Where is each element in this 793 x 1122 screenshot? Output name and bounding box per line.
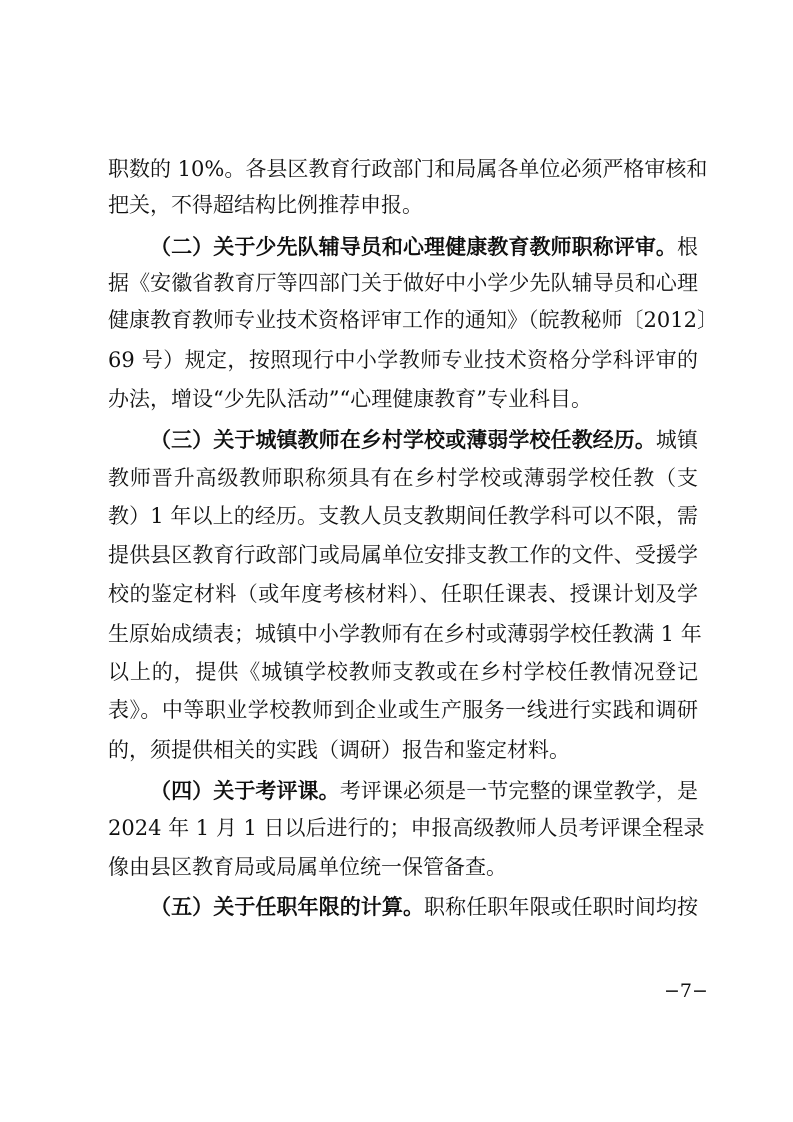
section-heading: （二）关于少先队辅导员和心理健康教育教师职称评审。	[150, 234, 677, 259]
paragraph-line	[108, 266, 698, 300]
paragraph-line	[108, 617, 702, 651]
paragraph-line	[108, 343, 698, 377]
paragraph-line	[108, 499, 698, 533]
line-text: 教师晋升高级教师职称须具有在乡村学校或薄弱学校任教（支	[108, 466, 698, 490]
line-text: 生原始成绩表；城镇中小学教师有在乡村或薄弱学校任教满 1 年	[108, 622, 702, 646]
line-text: 以上的，提供《城镇学校教师支教或在乡村学校任教情况登记	[108, 660, 698, 684]
paragraph-line	[108, 382, 698, 416]
line-text: 城镇	[655, 428, 699, 452]
paragraph-line	[108, 693, 698, 727]
section-heading-line	[150, 890, 698, 924]
paragraph-line	[108, 811, 705, 845]
line-text: 69 号）规定，按照现行中小学教师专业技术资格分学科评审的	[108, 348, 698, 372]
paragraph-line	[108, 733, 698, 767]
paragraph-line	[108, 188, 698, 222]
line-text: 表》。中等职业学校教师到企业或生产服务一线进行实践和调研	[108, 698, 698, 722]
line-text: 把关，不得超结构比例推荐申报。	[108, 193, 423, 217]
line-text: 的，须提供相关的实践（调研）报告和鉴定材料。	[108, 738, 570, 762]
section-heading-line	[150, 423, 698, 457]
paragraph-line	[108, 461, 698, 495]
paragraph-line	[108, 577, 698, 611]
line-text: 根	[677, 235, 698, 259]
line-text: 职数的 10%。各县区教育行政部门和局属各单位必须严格审核和	[108, 157, 708, 181]
line-text: 提供县区教育行政部门或局属单位安排支教工作的文件、受援学	[108, 543, 698, 567]
paragraph-line	[108, 538, 698, 572]
section-heading: （四）关于考评课。	[150, 778, 340, 803]
line-text: 职称任职年限或任职时间均按	[424, 895, 699, 919]
line-text: 健康教育教师专业技术资格评审工作的通知》（皖教秘师〔2012〕	[108, 308, 718, 332]
paragraph-line	[108, 152, 708, 186]
section-heading: （五）关于任职年限的计算。	[150, 894, 425, 919]
line-text: 教）1 年以上的经历。支教人员支教期间任教学科可以不限，需	[108, 504, 698, 528]
paragraph-line	[108, 850, 698, 884]
line-text: 考评课必须是一节完整的课堂教学，是	[339, 779, 699, 803]
line-text: 校的鉴定材料（或年度考核材料）、任职任课表、授课计划及学	[108, 582, 698, 606]
line-text: 据《安徽省教育厅等四部门关于做好中小学少先队辅导员和心理	[108, 271, 698, 295]
paragraph-line	[108, 303, 718, 337]
section-heading: （三）关于城镇教师在乡村学校或薄弱学校任教经历。	[150, 427, 656, 452]
section-heading-line	[150, 230, 698, 264]
line-text: 2024 年 1 月 1 日以后进行的；申报高级教师人员考评课全程录	[108, 816, 705, 840]
line-text: 像由县区教育局或局属单位统一保管备查。	[108, 855, 507, 879]
page-number: −7−	[664, 980, 708, 1002]
section-heading-line	[150, 774, 698, 808]
paragraph-line	[108, 655, 698, 689]
line-text: 办法，增设“少先队活动”“心理健康教育”专业科目。	[108, 387, 592, 411]
